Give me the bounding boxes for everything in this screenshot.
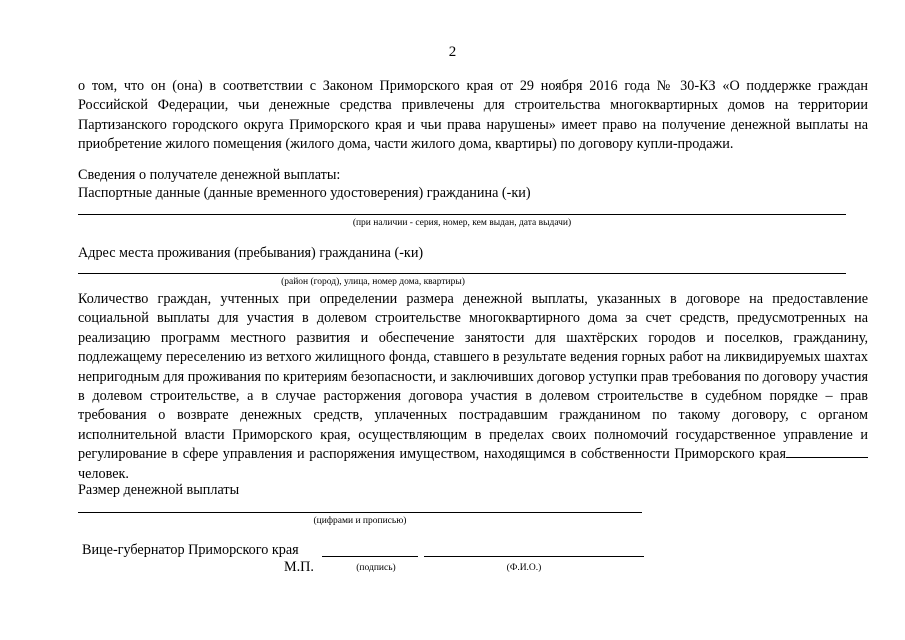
address-line: [78, 273, 846, 274]
stamp-label: М.П.: [284, 559, 314, 575]
recipient-heading: Сведения о получателе денежной выплаты:: [78, 167, 341, 183]
amount-label: Размер денежной выплаты: [78, 482, 240, 498]
page-number: 2: [448, 44, 457, 60]
amount-caption: (цифрами и прописью): [313, 516, 407, 526]
passport-line: [78, 214, 846, 215]
signer-title: Вице-губернатор Приморского края: [82, 542, 299, 558]
count-suffix: человек.: [78, 465, 129, 482]
passport-label: Паспортные данные (данные временного удостоверения) гражданина (-ки): [78, 185, 531, 201]
name-line: [424, 556, 644, 557]
address-caption: (район (город), улица, номер дома, квартиры): [281, 277, 465, 287]
name-caption: (Ф.И.О.): [506, 563, 542, 573]
signature-caption: (подпись): [356, 563, 396, 573]
amount-line: [78, 512, 642, 513]
count-paragraph: [78, 290, 868, 484]
count-blank: [786, 445, 868, 458]
count-paragraph-text: Количество граждан, учтенных при определении размера денежной выплаты, указанных в договоре на предоставление социальной выплаты для участия в долевом строительстве многоквартирного дома за счет средств, предусмотренных на реализацию программ местного развития и обеспечение занятости для шахтёрских городов и поселков, гражданину, подлежащему переселению из ветхого жилищного фонда, ставшего в результате ведения горных работ на ликвидируемых шахтах непригодным для проживания по критериям безопасности, и заключивших договор уступки прав требования по договору участия в долевом строительстве, а в случае расторжения договора участия в долевом строительстве в судебном порядке – прав требования о возврате денежных средств, уплаченных пострадавшим гражданином по такому договору, с органом исполнительной власти Приморского края, осуществляющим в пределах своих полномочий государственное управление и регулирование в сфере управления и распоряжения имуществом, находящимся в собственности Приморского края: [78, 291, 868, 463]
intro-paragraph: о том, что он (она) в соответствии с Законом Приморского края от 29 ноября 2016 года № 30-КЗ «О поддержке граждан Российской Федерации, чьи денежные средства привлечены для строительства многоквартирных домов на территории Партизанского городского округа Приморского края и чьи права нарушены» имеет право на получение денежной выплаты на приобретение жилого помещения (жилого дома, части жилого дома, квартиры) по договору купли-продажи.: [78, 78, 868, 153]
passport-caption: (при наличии - серия, номер, кем выдан, дата выдачи): [352, 218, 572, 228]
address-label: Адрес места проживания (пребывания) гражданина (-ки): [78, 245, 424, 261]
signature-line: [322, 556, 418, 557]
